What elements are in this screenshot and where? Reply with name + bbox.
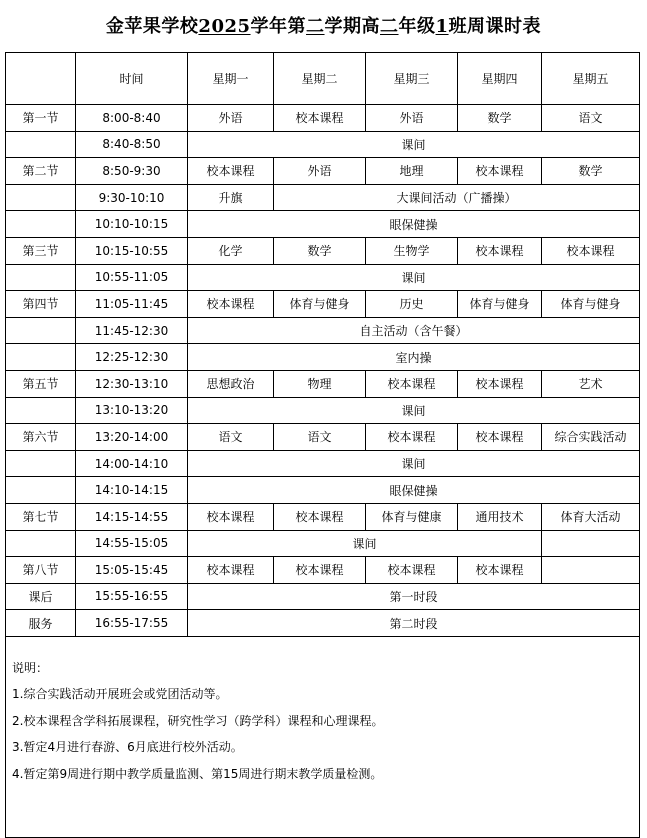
lesson-cell: 体育与健身	[458, 291, 542, 318]
table-row	[6, 450, 640, 477]
header-blank	[6, 53, 76, 105]
lesson-cell: 校本课程	[458, 158, 542, 185]
header-thursday: 星期四	[458, 53, 542, 105]
time-cell: 10:15-10:55	[76, 237, 188, 264]
time-cell: 13:10-13:20	[76, 397, 188, 424]
lesson-cell: 校本课程	[458, 557, 542, 584]
activity-cell: 眼保健操	[188, 211, 640, 238]
lesson-cell: 校本课程	[366, 424, 458, 451]
period-label: 服务	[6, 610, 76, 637]
lesson-cell: 校本课程	[542, 237, 640, 264]
lesson-cell: 外语	[366, 105, 458, 132]
time-cell: 14:15-14:55	[76, 503, 188, 530]
time-cell: 16:55-17:55	[76, 610, 188, 637]
lesson-cell: 校本课程	[188, 557, 274, 584]
period-label: 第五节	[6, 370, 76, 397]
period-label	[6, 211, 76, 238]
time-cell: 14:00-14:10	[76, 450, 188, 477]
header-row	[6, 53, 640, 105]
table-row	[6, 237, 640, 264]
period-label: 第二节	[6, 158, 76, 185]
time-cell: 10:55-11:05	[76, 264, 188, 291]
lesson-cell: 校本课程	[274, 557, 366, 584]
lesson-cell: 外语	[188, 105, 274, 132]
lesson-cell: 地理	[366, 158, 458, 185]
lesson-cell: 外语	[274, 158, 366, 185]
activity-cell: 第二时段	[188, 610, 640, 637]
lesson-cell: 综合实践活动	[542, 424, 640, 451]
table-row	[6, 131, 640, 158]
table-row	[6, 158, 640, 185]
table-row	[6, 583, 640, 610]
page-title: 金苹果学校2025学年第二学期高二年级1班周课时表	[105, 16, 542, 37]
note-item: 4.暂定第9周进行期中教学质量监测、第15周进行期末教学质量检测。	[12, 766, 383, 781]
time-cell: 8:00-8:40	[76, 105, 188, 132]
activity-cell: 第一时段	[188, 583, 640, 610]
period-label	[6, 477, 76, 504]
period-label: 第三节	[6, 237, 76, 264]
lesson-cell: 校本课程	[274, 503, 366, 530]
title-grade: 二	[380, 16, 399, 37]
lesson-cell: 校本课程	[188, 503, 274, 530]
activity-cell: 课间	[188, 397, 640, 424]
lesson-cell: 校本课程	[458, 237, 542, 264]
lesson-cell: 校本课程	[366, 370, 458, 397]
header-tuesday: 星期二	[274, 53, 366, 105]
table-row	[6, 530, 640, 557]
lesson-cell: 化学	[188, 237, 274, 264]
lesson-cell: 语文	[188, 424, 274, 451]
activity-cell: 课间	[188, 450, 640, 477]
time-cell: 15:55-16:55	[76, 583, 188, 610]
activity-cell: 课间	[188, 131, 640, 158]
period-label	[6, 344, 76, 371]
table-row	[6, 424, 640, 451]
note-item: 1.综合实践活动开展班会或党团活动等。	[12, 687, 228, 702]
lesson-cell: 校本课程	[274, 105, 366, 132]
lesson-cell: 语文	[542, 105, 640, 132]
header-friday: 星期五	[542, 53, 640, 105]
lesson-cell: 历史	[366, 291, 458, 318]
time-cell: 14:10-14:15	[76, 477, 188, 504]
lesson-cell: 校本课程	[366, 557, 458, 584]
period-label	[6, 264, 76, 291]
header-wednesday: 星期三	[366, 53, 458, 105]
period-label: 第六节	[6, 424, 76, 451]
time-cell: 12:25-12:30	[76, 344, 188, 371]
note-item: 2.校本课程含学科拓展课程，研究性学习（跨学科）课程和心理课程。	[12, 713, 384, 728]
lesson-cell: 校本课程	[458, 424, 542, 451]
lesson-cell: 体育与健康	[366, 503, 458, 530]
table-row	[6, 397, 640, 424]
lesson-cell: 物理	[274, 370, 366, 397]
lesson-cell: 数学	[274, 237, 366, 264]
time-cell: 12:30-13:10	[76, 370, 188, 397]
table-row	[6, 264, 640, 291]
lesson-cell: 数学	[542, 158, 640, 185]
table-row	[6, 105, 640, 132]
title-term: 二	[306, 16, 325, 37]
period-label	[6, 131, 76, 158]
lesson-cell: 校本课程	[188, 291, 274, 318]
period-label: 第一节	[6, 105, 76, 132]
notes-row	[6, 636, 640, 837]
time-cell: 11:05-11:45	[76, 291, 188, 318]
time-cell: 9:30-10:10	[76, 184, 188, 211]
period-label	[6, 450, 76, 477]
timetable	[5, 52, 640, 838]
time-cell: 8:50-9:30	[76, 158, 188, 185]
time-cell: 10:10-10:15	[76, 211, 188, 238]
lesson-cell: 语文	[274, 424, 366, 451]
title-year: 2025	[198, 16, 251, 37]
time-cell: 13:20-14:00	[76, 424, 188, 451]
lesson-cell: 生物学	[366, 237, 458, 264]
activity-cell: 眼保健操	[188, 477, 640, 504]
activity-cell: 课间	[188, 264, 640, 291]
lesson-cell: 体育与健身	[274, 291, 366, 318]
title-class: 1	[435, 16, 449, 37]
period-label: 课后	[6, 583, 76, 610]
lesson-cell: 思想政治	[188, 370, 274, 397]
lesson-cell: 校本课程	[188, 158, 274, 185]
activity-cell: 室内操	[188, 344, 640, 371]
table-row	[6, 317, 640, 344]
activity-cell: 大课间活动（广播操）	[274, 184, 640, 211]
header-monday: 星期一	[188, 53, 274, 105]
table-row	[6, 370, 640, 397]
lesson-cell: 通用技术	[458, 503, 542, 530]
activity-cell: 课间	[188, 530, 542, 557]
period-label	[6, 397, 76, 424]
period-label: 第七节	[6, 503, 76, 530]
lesson-cell: 体育与健身	[542, 291, 640, 318]
table-row	[6, 344, 640, 371]
notes-cell	[6, 636, 640, 837]
lesson-cell: 艺术	[542, 370, 640, 397]
table-row	[6, 291, 640, 318]
period-label	[6, 317, 76, 344]
lesson-cell: 体育大活动	[542, 503, 640, 530]
lesson-cell	[542, 530, 640, 557]
table-row	[6, 184, 640, 211]
period-label	[6, 530, 76, 557]
notes-heading: 说明：	[12, 660, 49, 675]
table-row	[6, 610, 640, 637]
table-row	[6, 503, 640, 530]
time-cell: 14:55-15:05	[76, 530, 188, 557]
table-row	[6, 557, 640, 584]
period-label: 第八节	[6, 557, 76, 584]
period-label: 第四节	[6, 291, 76, 318]
note-item: 3.暂定4月进行春游、6月底进行校外活动。	[12, 740, 243, 755]
header-time: 时间	[76, 53, 188, 105]
time-cell: 8:40-8:50	[76, 131, 188, 158]
table-row	[6, 211, 640, 238]
lesson-cell: 升旗	[188, 184, 274, 211]
time-cell: 11:45-12:30	[76, 317, 188, 344]
time-cell: 15:05-15:45	[76, 557, 188, 584]
lesson-cell	[542, 557, 640, 584]
lesson-cell: 数学	[458, 105, 542, 132]
period-label	[6, 184, 76, 211]
lesson-cell: 校本课程	[458, 370, 542, 397]
activity-cell: 自主活动（含午餐）	[188, 317, 640, 344]
table-row	[6, 477, 640, 504]
